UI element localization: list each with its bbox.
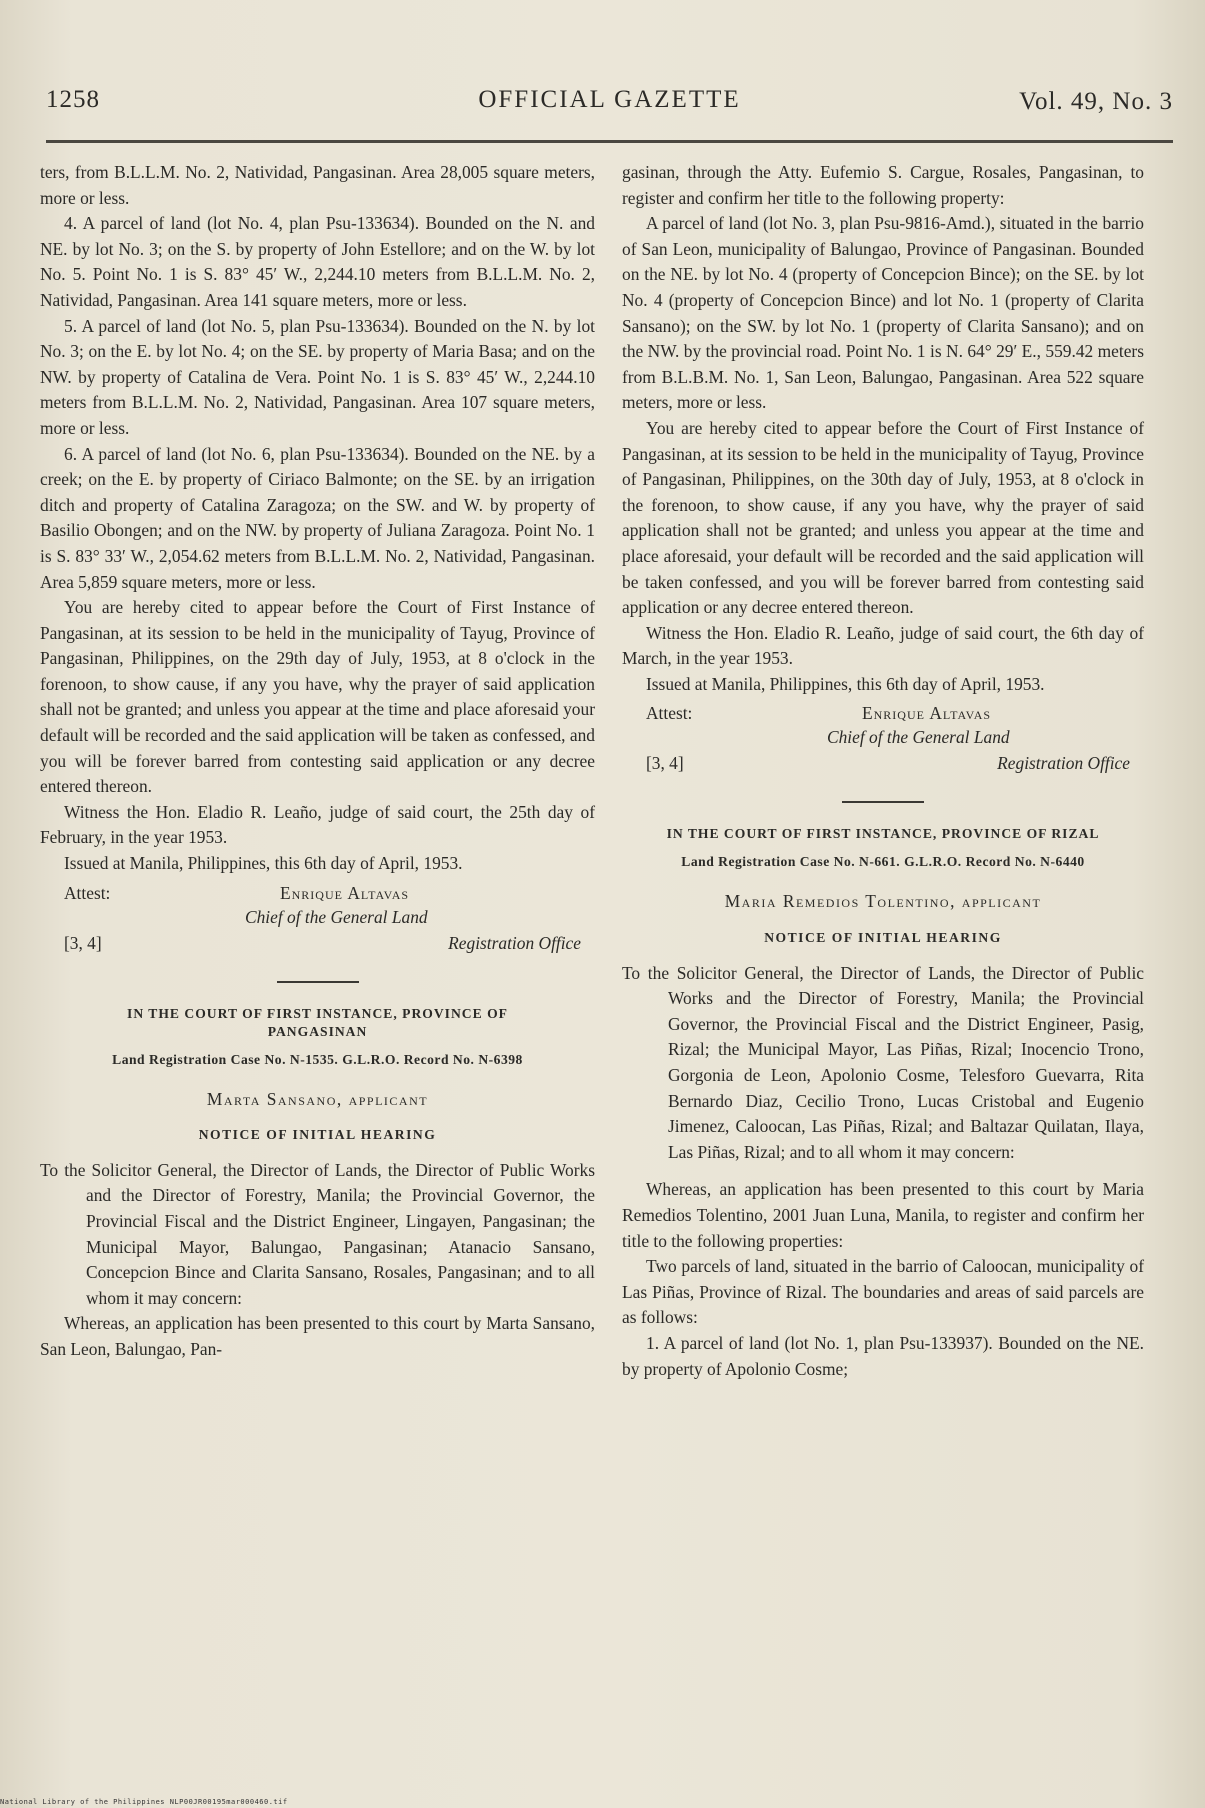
applicant-name: Maria Remedios Tolentino, applicant <box>724 891 1042 912</box>
paragraph: Two parcels of land, situated in the barrio of Caloocan, municipality of Las Piñas, Province of Rizal. The boundaries and areas of said parcels are as follows: <box>622 1256 1144 1328</box>
issue-tag: [3, 4] <box>64 932 102 953</box>
paragraph: You are hereby cited to appear before the Court of First Instance of Pangasinan, at its session to be held in the municipality of Tayug, Province of Pangasinan, Philippines, on the 29th day of July, 1953, at 8 o'clock in the forenoon, to show cause, if any you have, why the prayer of said application shall not be granted; and unless you appear at the time and place aforesaid your default will be recorded and the said application will be taken as confessed, and you will be forever barred from contesting said application or any decree entered thereon. <box>40 597 595 797</box>
page-header <box>46 86 1173 130</box>
paragraph: 4. A parcel of land (lot No. 4, plan Psu-133634). Bounded on the N. and NE. by lot No. 3; on the S. by property of John Estellore; and on the W. by lot No. 5. Point No. 1 is S. 83° 45′ W., 2,244.10 meters from B.L.L.M. No. 2, Natividad, Pangasinan. Area 141 square meters, more or less. <box>40 213 595 310</box>
court-heading: IN THE COURT OF FIRST INSTANCE, PROVINCE OF PANGASINAN <box>127 1005 508 1039</box>
attest-title-line1: Chief of the General Land <box>827 727 1010 748</box>
issue-tag: [3, 4] <box>646 753 684 774</box>
paragraph: A parcel of land (lot No. 3, plan Psu-9816-Amd.), situated in the barrio of San Leon, municipality of Balungao, Province of Pangasinan. Bounded on the NE. by lot No. 4 (property of Concepcion Bince); on the SE. by lot No. 4 (property of Concepcion Bince) and lot No. 1 (property of Clarita Sansano); on the SW. by lot No. 1 (property of Clarita Sansano); and on the NW. by the provincial road. Point No. 1 is N. 64° 29′ E., 559.42 meters from B.L.B.M. No. 1, San Leon, Balungao, Pangasinan. Area 522 square meters, more or less. <box>622 213 1144 413</box>
paragraph: gasinan, through the Atty. Eufemio S. Cargue, Rosales, Pangasinan, to register and confirm her title to the following property: <box>622 162 1144 208</box>
paragraph: Whereas, an application has been presented to this court by Maria Remedios Tolentino, 2001 Juan Luna, Manila, to register and confirm her title to the following properties: <box>622 1179 1144 1251</box>
volume-label: Vol. 49, No. 3 <box>1019 88 1173 115</box>
paragraph: Issued at Manila, Philippines, this 6th day of April, 1953. <box>64 853 463 874</box>
attest-block <box>40 881 595 959</box>
attest-label: Attest: <box>646 703 693 724</box>
paragraph: Issued at Manila, Philippines, this 6th day of April, 1953. <box>646 673 1045 694</box>
section-divider <box>277 981 359 983</box>
paragraph: 5. A parcel of land (lot No. 5, plan Psu-133634). Bounded on the N. by lot No. 3; on the E. by lot No. 4; on the SE. by property of Maria Basa; and on the NW. by property of Catalina de Vera. Point No. 1 is S. 83° 45′ W., 2,244.10 meters from B.L.L.M. No. 2, Natividad, Pangasinan. Area 107 square meters, more or less. <box>40 315 595 438</box>
page-title: OFFICIAL GAZETTE <box>478 86 741 113</box>
header-rule <box>46 140 1173 143</box>
right-column <box>622 160 1144 1382</box>
attest-title-line1: Chief of the General Land <box>245 906 428 927</box>
addressees: To the Solicitor General, the Director of Lands, the Director of Public Works and the Director of Forestry, Manila; the Provincial Governor, the Provincial Fiscal and the District Engineer, Lingayen, Pangasinan; the Municipal Mayor, Balungao, Pangasinan; Atanacio Sansano, Concepcion Bince and Clarita Sansano, Rosales, Pangasinan; and to all whom it may concern: <box>40 1159 595 1308</box>
attest-block <box>622 701 1144 779</box>
addressees: To the Solicitor General, the Director of Lands, the Director of Public Works and the Director of Forestry, Manila; the Provincial Governor, the Provincial Fiscal and the District Engineer, Pasig, Rizal; the Municipal Mayor, Las Piñas, Rizal; Inocencio Trono, Gorgonia de Leon, Apolonio Cosme, Telesforo Guevarra, Rita Bernardo Diaz, Cecilio Trono, Lucas Cristobal and Eugenio Jimenez, Caloocan, Las Piñas, Rizal; and Baltazar Quilatan, Ilaya, Las Piñas, Rizal; and to all whom it may concern: <box>622 962 1144 1162</box>
paragraph: 1. A parcel of land (lot No. 1, plan Psu-133937). Bounded on the NE. by property of Apolonio Cosme; <box>622 1332 1144 1379</box>
attest-title-line2: Registration Office <box>448 932 581 953</box>
paragraph: Witness the Hon. Eladio R. Leaño, judge of said court, the 6th day of March, in the year 1953. <box>622 622 1144 669</box>
notice-heading: NOTICE OF INITIAL HEARING <box>764 930 1002 946</box>
section-divider <box>842 801 924 803</box>
scan-footer: National Library of the Philippines NLP00JR00195mar000460.tif <box>0 1798 288 1806</box>
attest-name: Enrique Altavas <box>280 882 410 903</box>
court-heading: IN THE COURT OF FIRST INSTANCE, PROVINCE OF RIZAL <box>666 826 1100 842</box>
attest-title-line2: Registration Office <box>997 753 1130 774</box>
attest-label: Attest: <box>64 882 111 903</box>
applicant-name: Marta Sansano, applicant <box>206 1088 429 1109</box>
paragraph: Whereas, an application has been presented to this court by Marta Sansano, San Leon, Balungao, Pan- <box>40 1313 595 1359</box>
attest-name: Enrique Altavas <box>862 703 992 724</box>
paragraph: 6. A parcel of land (lot No. 6, plan Psu-133634). Bounded on the NE. by a creek; on the E. by property of Ciriaco Balmonte; on the SE. by an irrigation ditch and property of Catalina Zaragoza; on the SW. and W. by property of Basilio Obongen; and on the NW. by property of Juliana Zaragoza. Point No. 1 is S. 83° 33′ W., 2,054.62 meters from B.L.L.M. No. 2, Natividad, Pangasinan. Area 5,859 square meters, more or less. <box>40 443 595 592</box>
case-heading: Land Registration Case No. N-661. G.L.R.O. Record No. N-6440 <box>681 854 1085 870</box>
case-heading: Land Registration Case No. N-1535. G.L.R.O. Record No. N-6398 <box>112 1051 523 1067</box>
left-column <box>40 160 595 1363</box>
page-number: 1258 <box>46 86 100 113</box>
notice-heading: NOTICE OF INITIAL HEARING <box>198 1127 437 1143</box>
paragraph: Witness the Hon. Eladio R. Leaño, judge of said court, the 25th day of February, in the year 1953. <box>40 801 595 848</box>
paragraph: ters, from B.L.L.M. No. 2, Natividad, Pangasinan. Area 28,005 square meters, more or less. <box>40 162 595 208</box>
paragraph: You are hereby cited to appear before the Court of First Instance of Pangasinan, at its session to be held in the municipality of Tayug, Province of Pangasinan, Philippines, on the 30th day of July, 1953, at 8 o'clock in the forenoon, to show cause, if any you have, why the prayer of said application shall not be granted; and unless you appear at the time and place aforesaid, your default will be recorded and the said application will be taken confessed, and you will be forever barred from contesting said application or any decree entered thereon. <box>622 417 1144 618</box>
